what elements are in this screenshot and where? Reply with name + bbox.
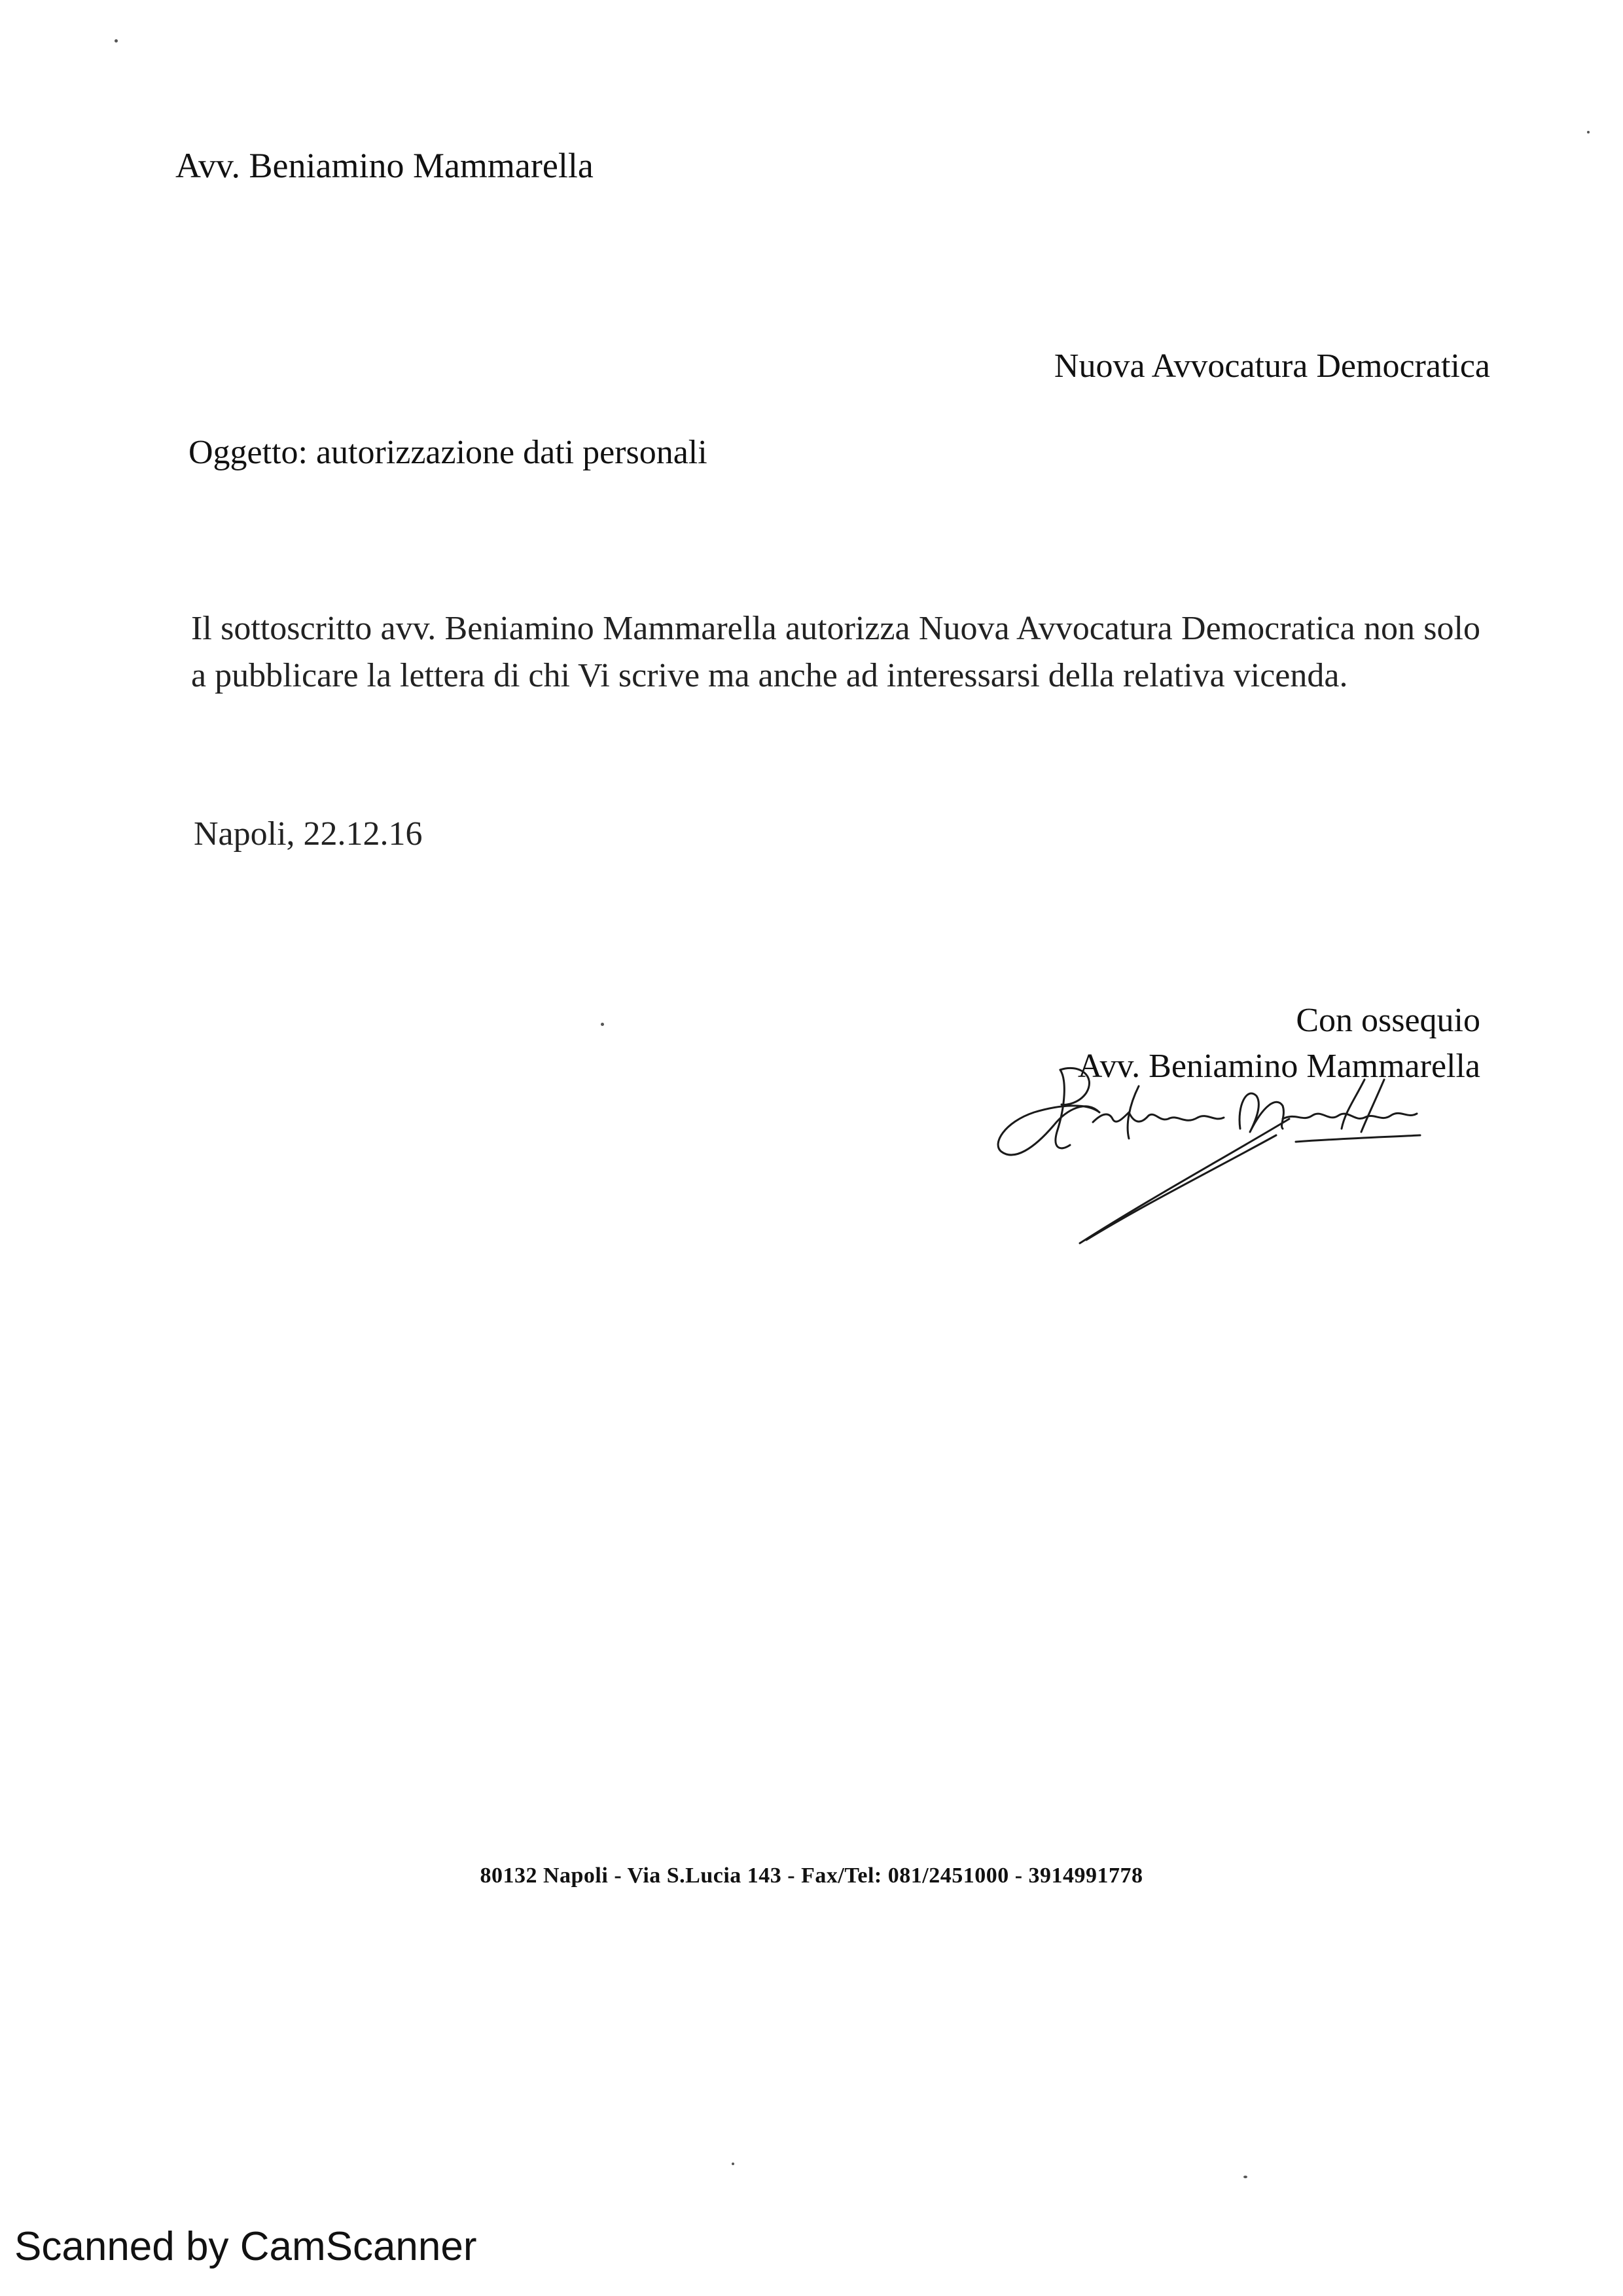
- letter-body: Il sottoscritto avv. Beniamino Mammarella autorizza Nuova Avvocatura Democratica non solo a pubblicare la lettera di chi Vi scrive ma anche ad interessarsi della relativa vicenda.: [191, 610, 1480, 694]
- signer-name: Avv. Beniamino Mammarella: [1077, 1048, 1480, 1085]
- scan-speck: [115, 39, 118, 43]
- scan-speck: [601, 1023, 604, 1026]
- place-date: Napoli, 22.12.16: [194, 815, 423, 853]
- subject-line: Oggetto: autorizzazione dati personali: [188, 434, 707, 471]
- scan-speck: [1587, 131, 1590, 133]
- scan-speck: [1243, 2176, 1247, 2178]
- closing-salutation: Con ossequio: [1296, 1002, 1480, 1039]
- sender-name: Avv. Beniamino Mammarella: [175, 146, 594, 185]
- footer-address: 80132 Napoli - Via S.Lucia 143 - Fax/Tel: 081/2451000 - 3914991778: [480, 1863, 1143, 1888]
- recipient: Nuova Avvocatura Democratica: [1054, 347, 1490, 385]
- handwritten-signature: [988, 1040, 1446, 1256]
- camscanner-watermark: Scanned by CamScanner: [14, 2224, 477, 2269]
- scan-speck: [732, 2163, 734, 2165]
